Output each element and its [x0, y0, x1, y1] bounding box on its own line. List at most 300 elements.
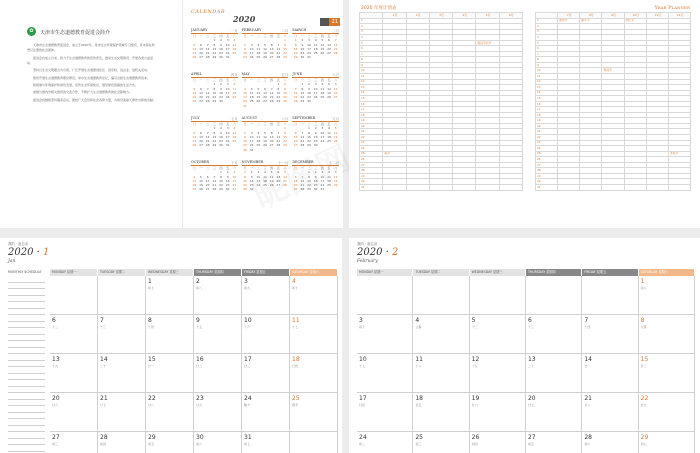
day-number: 12 — [263, 134, 267, 139]
lunar-date: 初四 — [471, 442, 478, 446]
day-cell — [470, 315, 526, 354]
planner-day-number: 1 — [360, 18, 383, 24]
day-number: 24 — [320, 139, 325, 144]
day-number: 7 — [301, 130, 304, 135]
day-number: 11 — [313, 42, 318, 47]
planner-day-number: 23 — [360, 140, 383, 146]
day-number: 19 — [320, 46, 325, 51]
weekday-label: 五 — [327, 122, 331, 126]
day-number: 12 — [471, 356, 480, 363]
weekday-label: 一 — [199, 78, 203, 82]
day-number: 18 — [415, 395, 423, 402]
planner-day-number: 26 — [536, 157, 558, 163]
planner-day-number: 28 — [360, 168, 383, 174]
day-number: 10 — [249, 46, 254, 51]
lunar-date: 十七 — [359, 364, 366, 368]
day-number: 1 — [213, 82, 216, 87]
day-number: 20 — [199, 51, 203, 56]
weekday-label: 五 — [276, 78, 280, 82]
day-number: 9 — [220, 130, 222, 135]
mini-month-days — [292, 78, 339, 104]
mini-month-days — [242, 122, 289, 152]
month-number: 1 — [43, 247, 50, 258]
planner-day-number: 30 — [536, 179, 558, 185]
mini-month-en: DECEMBER — [292, 160, 314, 164]
day-number: 17 — [232, 178, 237, 183]
weekday-label: 二 — [256, 166, 260, 170]
day-number: 12 — [269, 174, 274, 179]
planner-day-number: 2 — [536, 24, 558, 30]
day-number: 30 — [219, 99, 223, 104]
day-cell — [526, 315, 582, 354]
day-number: 8 — [308, 130, 310, 135]
intro-body — [27, 43, 157, 105]
day-number: 27 — [327, 51, 331, 56]
day-number: 4 — [321, 82, 324, 87]
day-number: 26 — [327, 95, 331, 100]
day-number: 10 — [313, 86, 318, 91]
weekday-label: 四 — [270, 78, 274, 82]
day-number: 8 — [277, 86, 280, 91]
day-number: 28 — [283, 183, 287, 188]
mini-month-en: NOVEMBER — [241, 160, 264, 164]
weekday-label: 六 — [232, 34, 236, 38]
day-number: 25 — [415, 434, 423, 441]
lunar-date: 廿八 — [148, 403, 155, 407]
lunar-date: 十九 — [52, 364, 59, 368]
weekday-label: 日 — [243, 78, 247, 82]
day-cell — [290, 432, 338, 453]
day-number: 9 — [220, 86, 222, 91]
day-cell — [242, 276, 290, 315]
day-number: 17 — [320, 178, 325, 183]
planner-day-number: 10 — [360, 68, 383, 74]
day-number: 6 — [334, 82, 337, 87]
day-number: 18 — [263, 178, 267, 183]
day-number: 24 — [244, 395, 252, 402]
day-cell — [639, 354, 695, 393]
lunar-date: 十三 — [527, 325, 534, 329]
planner-day-number: 15 — [360, 96, 383, 102]
weekday-header: TUESDAY 星期二 — [98, 269, 146, 276]
day-number: 6 — [270, 42, 273, 47]
year-planner-page — [349, 0, 700, 228]
weekday-label: 五 — [226, 34, 230, 38]
day-number: 2 — [250, 170, 253, 175]
day-number: 29 — [276, 99, 281, 104]
day-cell — [98, 354, 146, 393]
lunar-date: 二十 — [100, 364, 107, 368]
planner-cell — [453, 184, 476, 190]
day-cell — [470, 393, 526, 432]
weekday-label: 三 — [263, 122, 267, 126]
planner-month-label: 10月 — [624, 13, 646, 19]
day-number: 13 — [199, 90, 203, 95]
lunar-date: 初十 — [359, 325, 366, 329]
day-number: 24 — [359, 434, 367, 441]
planner-day-number: 7 — [360, 51, 383, 57]
weekday-header: SATURDAY 星期六 — [639, 269, 695, 276]
day-number: 26 — [269, 183, 274, 188]
lunar-date: 初三 — [52, 442, 59, 446]
day-number: 10 — [320, 130, 325, 135]
weekday-label: 六 — [283, 34, 287, 38]
day-number: 31 — [243, 103, 247, 108]
day-number: 27 — [276, 183, 281, 188]
planner-cell: 建军节 — [580, 18, 602, 24]
day-number: 13 — [327, 42, 331, 47]
planner-day-number: 16 — [536, 101, 558, 107]
day-number: 20 — [269, 51, 274, 56]
day-number: 19 — [333, 178, 338, 183]
weekday-label: 二 — [206, 78, 210, 82]
day-number: 3 — [359, 317, 363, 324]
planner-cell — [602, 184, 624, 190]
day-cell — [146, 432, 194, 453]
planner-title-en: Year Planner — [654, 5, 690, 11]
day-number: 21 — [205, 139, 210, 144]
planner-month-label: 6月 — [499, 13, 522, 19]
day-number: 13 — [199, 134, 203, 139]
day-number: 26 — [333, 183, 338, 188]
day-number: 28 — [333, 51, 338, 56]
day-number: 14 — [276, 134, 281, 139]
day-number: 21 — [269, 95, 274, 100]
day-number: 17 — [256, 178, 261, 183]
day-number: 7 — [284, 170, 286, 175]
weekday-label: 四 — [219, 78, 223, 82]
day-number: 30 — [243, 147, 247, 152]
weekday-label: 日 — [192, 34, 196, 38]
planner-day-number: 2 — [360, 24, 383, 30]
day-number: 2 — [244, 130, 246, 135]
weekday-label: 四 — [219, 34, 223, 38]
day-number: 7 — [206, 42, 209, 47]
day-number: 18 — [256, 51, 261, 56]
day-number: 25 — [249, 99, 254, 104]
weekday-header: FRIDAY 星期五 — [582, 269, 638, 276]
day-number: 13 — [293, 178, 298, 183]
mini-month-cn: 十二月 — [328, 161, 339, 165]
day-number: 5 — [193, 130, 196, 135]
day-number: 18 — [192, 183, 197, 188]
day-cell — [357, 354, 413, 393]
day-number: 30 — [219, 55, 223, 60]
month-grid — [50, 269, 338, 453]
weekday-label: 日 — [192, 122, 196, 126]
day-number: 21 — [584, 395, 592, 402]
day-number: 1 — [640, 278, 645, 285]
day-number: 6 — [294, 174, 297, 179]
day-number: 7 — [334, 38, 337, 43]
day-number: 9 — [308, 86, 310, 91]
day-cell — [146, 393, 194, 432]
day-number: 26 — [256, 99, 261, 104]
day-number: 19 — [263, 51, 267, 56]
day-number: 23 — [243, 143, 247, 148]
planner-day-number: 9 — [536, 62, 558, 68]
day-number: 8 — [213, 130, 216, 135]
day-number: 9 — [244, 46, 246, 51]
day-number: 11 — [232, 42, 237, 47]
day-cell — [50, 354, 98, 393]
day-number: 15 — [276, 90, 281, 95]
day-number: 24 — [225, 95, 230, 100]
day-number: 6 — [270, 130, 273, 135]
day-number: 5 — [193, 42, 196, 47]
weekday-label: 四 — [320, 34, 324, 38]
mini-month-en: MARCH — [292, 28, 307, 32]
day-number: 8 — [284, 130, 286, 135]
day-number: 29 — [148, 434, 156, 441]
day-number: 18 — [327, 134, 331, 139]
day-number: 9 — [220, 42, 222, 47]
day-number: 10 — [359, 356, 367, 363]
day-number: 1 — [284, 38, 286, 43]
planner-day-number: 24 — [360, 146, 383, 152]
day-number: 12 — [199, 178, 203, 183]
day-number: 29 — [212, 55, 217, 60]
weekday-label: 五 — [276, 166, 280, 170]
day-cell — [98, 276, 146, 315]
day-number: 30 — [283, 99, 287, 104]
day-number: 7 — [270, 86, 273, 91]
lunar-date: 廿四 — [359, 403, 366, 407]
day-number: 29 — [283, 55, 287, 60]
mini-month-en: OCTOBER — [191, 160, 209, 164]
day-number: 26 — [192, 55, 197, 60]
day-number: 15 — [640, 356, 649, 363]
lunar-date: 元宵 — [640, 325, 647, 329]
lunar-date: 春节 — [292, 403, 299, 407]
planner-cell — [668, 184, 690, 190]
planner-day-number: 13 — [536, 85, 558, 91]
day-number: 28 — [269, 99, 274, 104]
day-number: 24 — [232, 183, 237, 188]
day-number: 8 — [213, 86, 216, 91]
day-cell — [526, 432, 582, 453]
day-number: 2 — [308, 82, 310, 87]
planner-day-number: 23 — [536, 140, 558, 146]
day-number: 9 — [314, 130, 317, 135]
mini-month-en: JUNE — [292, 72, 302, 76]
day-cell — [98, 315, 146, 354]
weekday-label: 四 — [270, 166, 274, 170]
day-number: 18 — [327, 178, 331, 183]
planner-day-number: 21 — [536, 129, 558, 135]
day-number: 6 — [206, 174, 209, 179]
day-cell — [582, 315, 638, 354]
day-number: 14 — [100, 356, 108, 363]
day-number: 7 — [584, 317, 589, 324]
day-number: 21 — [300, 183, 305, 188]
day-number: 28 — [100, 434, 108, 441]
mini-month-cn: 八月 — [281, 117, 289, 121]
day-number: 2 — [284, 82, 286, 87]
day-number: 27 — [293, 143, 298, 148]
day-number: 13 — [199, 46, 203, 51]
planner-cell — [406, 184, 429, 190]
day-number: 8 — [148, 317, 152, 324]
day-number: 16 — [219, 90, 223, 95]
day-number: 2 — [220, 82, 222, 87]
lunar-date: 十六 — [244, 325, 251, 329]
weekday-label: 三 — [263, 78, 267, 82]
mini-month-days — [292, 34, 339, 60]
day-number: 27 — [269, 143, 274, 148]
weekday-label: 日 — [192, 78, 196, 82]
day-number: 11 — [232, 130, 237, 135]
day-number: 29 — [307, 187, 311, 192]
day-number: 13 — [276, 174, 281, 179]
day-number: 20 — [333, 90, 338, 95]
day-number: 13 — [205, 178, 210, 183]
mini-month — [242, 72, 289, 112]
weekday-label: 三 — [212, 166, 216, 170]
day-number: 19 — [192, 95, 197, 100]
day-number: 22 — [219, 183, 223, 188]
weekday-label: 一 — [199, 34, 203, 38]
mini-month — [191, 160, 238, 200]
weekday-label: 五 — [226, 166, 230, 170]
planner-day-number: 29 — [536, 173, 558, 179]
planner-day-number: 7 — [536, 51, 558, 57]
weekday-label: 六 — [232, 122, 236, 126]
day-cell — [194, 315, 242, 354]
planner-day-number: 8 — [536, 57, 558, 63]
weekday-label: 二 — [307, 34, 311, 38]
day-number: 14 — [283, 174, 287, 179]
day-number: 18 — [320, 90, 325, 95]
weekday-header: WEDNESDAY 星期三 — [146, 269, 194, 276]
planner-day-number: 11 — [536, 74, 558, 80]
day-cell — [290, 276, 338, 315]
day-number: 20 — [293, 183, 298, 188]
day-number: 14 — [269, 90, 274, 95]
day-number: 12 — [192, 134, 197, 139]
planner-cell: 建党节 — [558, 18, 580, 24]
day-number: 29 — [219, 187, 223, 192]
day-number: 21 — [100, 395, 108, 402]
lunar-date: 廿九 — [196, 403, 203, 407]
day-number: 30 — [196, 434, 204, 441]
day-number: 15 — [219, 178, 223, 183]
day-number: 24 — [249, 143, 254, 148]
day-cell — [582, 354, 638, 393]
day-number: 23 — [313, 183, 318, 188]
day-number: 28 — [212, 187, 217, 192]
day-number: 8 — [220, 174, 222, 179]
day-number: 19 — [471, 395, 480, 402]
weekday-label: 六 — [334, 34, 338, 38]
weekday-header: TUESDAY 星期二 — [413, 269, 469, 276]
day-number: 22 — [307, 139, 311, 144]
planner-day-number: 5 — [536, 40, 558, 46]
day-number: 4 — [250, 86, 253, 91]
day-number: 12 — [256, 90, 261, 95]
day-cell — [290, 354, 338, 393]
day-number: 25 — [292, 395, 300, 402]
day-number: 6 — [200, 42, 202, 47]
weekday-header: THURSDAY 星期四 — [526, 269, 582, 276]
lunar-date: 初三 — [415, 442, 422, 446]
planner-day-number: 20 — [360, 123, 383, 129]
weekday-label: 日 — [294, 78, 298, 82]
weekday-header: WEDNESDAY 星期三 — [470, 269, 526, 276]
day-number: 16 — [313, 178, 318, 183]
day-number: 2 — [220, 126, 222, 131]
day-number: 21 — [205, 95, 210, 100]
day-number: 19 — [199, 183, 203, 188]
planner-day-number: 21 — [360, 129, 383, 135]
weekday-label: 一 — [250, 34, 254, 38]
day-number: 14 — [205, 134, 210, 139]
day-number: 10 — [244, 317, 252, 324]
weekday-label: 六 — [232, 166, 236, 170]
planner-table-right — [535, 12, 691, 191]
day-number: 6 — [52, 317, 56, 324]
lunar-date: 十四 — [584, 325, 591, 329]
lunar-date: 初八 — [196, 286, 203, 290]
day-number: 24 — [243, 99, 247, 104]
day-cell — [290, 315, 338, 354]
day-number: 22 — [148, 395, 156, 402]
day-number: 27 — [269, 55, 274, 60]
day-number: 21 — [293, 95, 298, 100]
day-number: 29 — [243, 187, 247, 192]
mini-month-en: JANUARY — [191, 28, 208, 32]
day-number: 3 — [250, 130, 253, 135]
day-number: 23 — [196, 395, 204, 402]
day-number: 7 — [277, 42, 280, 47]
day-number: 16 — [283, 90, 287, 95]
intro-paragraph: 促进会将继续坚持服务宗旨，团结广大会员和社会各界力量，为建设美丽天津作出新的贡献。 — [33, 97, 157, 102]
day-number: 5 — [334, 170, 337, 175]
planner-month-label: 11月 — [646, 13, 668, 19]
day-number: 15 — [212, 134, 217, 139]
planner-cell — [383, 184, 406, 190]
mini-month — [242, 28, 289, 68]
weekday-label: 一 — [199, 166, 203, 170]
day-number: 4 — [233, 38, 236, 43]
day-number: 5 — [264, 130, 266, 135]
day-number: 31 — [225, 143, 230, 148]
day-number: 4 — [193, 174, 196, 179]
weekday-label: 五 — [226, 78, 230, 82]
day-number: 13 — [263, 90, 267, 95]
mini-month-cn: 九月 — [332, 117, 339, 121]
day-number: 27 — [199, 55, 203, 60]
day-cell — [526, 276, 582, 315]
day-number: 20 — [269, 139, 274, 144]
mini-month-cn: 四月 — [230, 73, 238, 77]
lunar-date: 十四 — [148, 325, 155, 329]
day-number: 6 — [264, 86, 266, 91]
day-number: 22 — [212, 95, 217, 100]
weekday-label: 三 — [263, 166, 267, 170]
day-number: 27 — [199, 99, 203, 104]
planner-day-number: 27 — [360, 162, 383, 168]
day-number: 26 — [263, 143, 267, 148]
day-number: 23 — [243, 55, 247, 60]
day-number: 20 — [527, 395, 536, 402]
day-cell — [357, 315, 413, 354]
day-number: 12 — [192, 90, 197, 95]
day-number: 7 — [206, 130, 209, 135]
planner-day-number: 17 — [360, 107, 383, 113]
day-number: 24 — [249, 55, 254, 60]
day-number: 4 — [292, 278, 296, 285]
